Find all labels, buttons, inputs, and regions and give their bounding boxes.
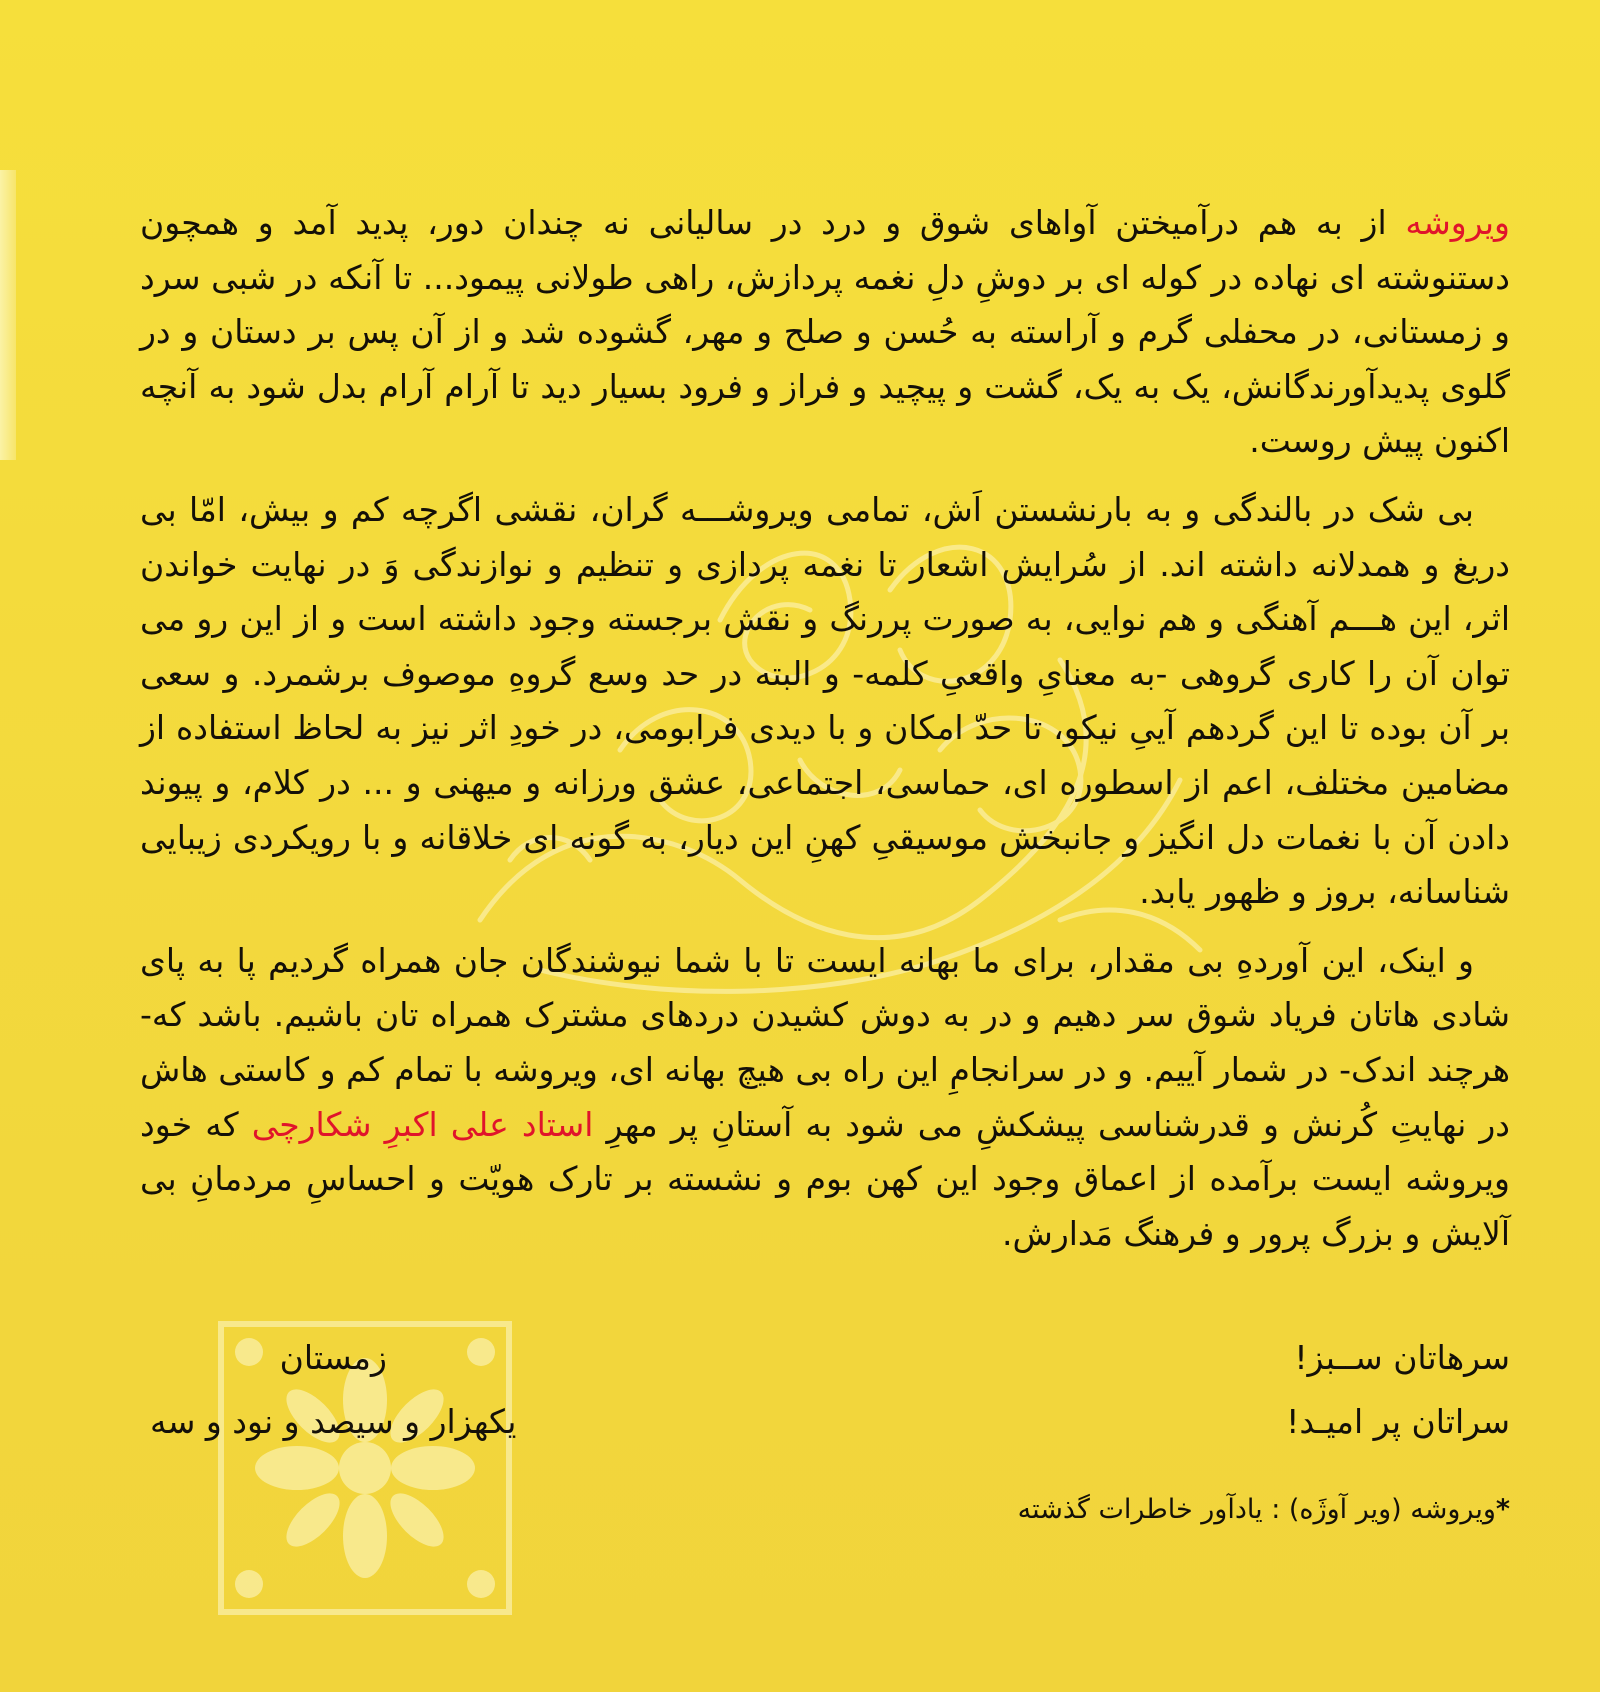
main-text <box>140 196 1510 1261</box>
footnote <box>1018 1490 1510 1530</box>
dedication-closing: که خود ویروشه ایست برآمده از اعماق وجود این کهن بوم و نشسته بر تارک هویّت و احساسِ مردمانِ بی آلایش و بزرگ پرور و فرهنگ مَدارش. <box>140 1104 1510 1253</box>
dedicatee-name: استاد علی اکبرِ شکارچی <box>251 1104 594 1144</box>
spine-edge <box>0 170 16 460</box>
date-block <box>150 1326 517 1454</box>
intro-text: از به هم درآمیختن آواهای شوق و درد در سالیانی نه چندان دور، پدید آمد و همچون دستنوشته ای نهاده در کوله ای بر دوشِ دلِ نغمه پردازش، راهی طولانی پیمود... تا آنکه در شبی سرد و زمستانی، در محفلی گرم و آراسته به حُسن و صلح و مهر، گشوده شد و از آن پس بر دستان و در گلوی پدیدآورندگانش، یک به یک، گشت و پیچید و فراز و فرود بسیار دید تا آرام آرام بدل شود به آنچه اکنون پیش روست. <box>140 203 1510 461</box>
season: زمستان <box>279 1338 387 1377</box>
greeting-line-1: سرهاتان ســبز! <box>1294 1338 1510 1377</box>
greetings <box>1286 1326 1510 1454</box>
third-paragraph <box>140 934 1510 1262</box>
intro-paragraph <box>140 196 1510 469</box>
greeting-line-2: سراتان پر امیـد! <box>1286 1402 1510 1441</box>
title-word: ویروشه <box>1405 203 1510 242</box>
signoff <box>140 1326 1510 1466</box>
second-paragraph: بی شک در بالندگی و به بارنشستن اَش، تمامی ویروشـــه گران، نقشی اگرچه کم و بیش، امّا بی دریغ و همدلانه داشته اند. از سُرایش اشعار تا نغمه پردازی و تنظیم و نوازندگی وَ در نهایت خواندن اثر، این هـــم آهنگی و هم نوایی، به صورت پررنگ و نقش برجسته وجود داشته است و از این رو می توان آن را کاری گروهی -به معنایِ واقعیِ کلمه- و البته در حد وسع گروهِ موصوف برشمرد. و سعی بر آن بوده تا این گردهم آییِ نیکو، تا حدّ امکان و با دیدی فرابومی، در خودِ اثر نیز به لحاظ استفاده از مضامین مختلف، اعم از اسطوره ای، حماسی، اجتماعی، عشق ورزانه و میهنی و ... در کلام، و پیوند دادن آن با نغمات دل انگیز و جانبخش موسیقیِ کهنِ این دیار، به گونه ای خلاقانه و با رویکردی زیبایی شناسانه، بروز و ظهور یابد. <box>140 489 1510 912</box>
footnote-marker: * <box>1495 1494 1510 1525</box>
dedication-text: و اینک، این آوردهِ بی مقدار، برای ما بهانه ایست تا با شما نیوشندگان جان همراه گردیم پا به پای شادی هاتان فریاد شوق سر دهیم و در به دوش کشیدن دردهای مشترک همراه تان باشیم. باشد که- هرچند اندک- در شمار آییم. و در سرانجامِ این راه بی هیچ بهانه ای، ویروشه با تمام کم و کاستی هاش در نهایتِ کُرنش و قدرشناسی پیشکشِ می شود به آستانِ پر مهرِ <box>140 940 1510 1144</box>
footnote-text: ویروشه (ویر آوژَه) : یادآور خاطرات گذشته <box>1017 1494 1496 1525</box>
year: یکهزار و سیصد و نود و سه <box>150 1402 517 1441</box>
